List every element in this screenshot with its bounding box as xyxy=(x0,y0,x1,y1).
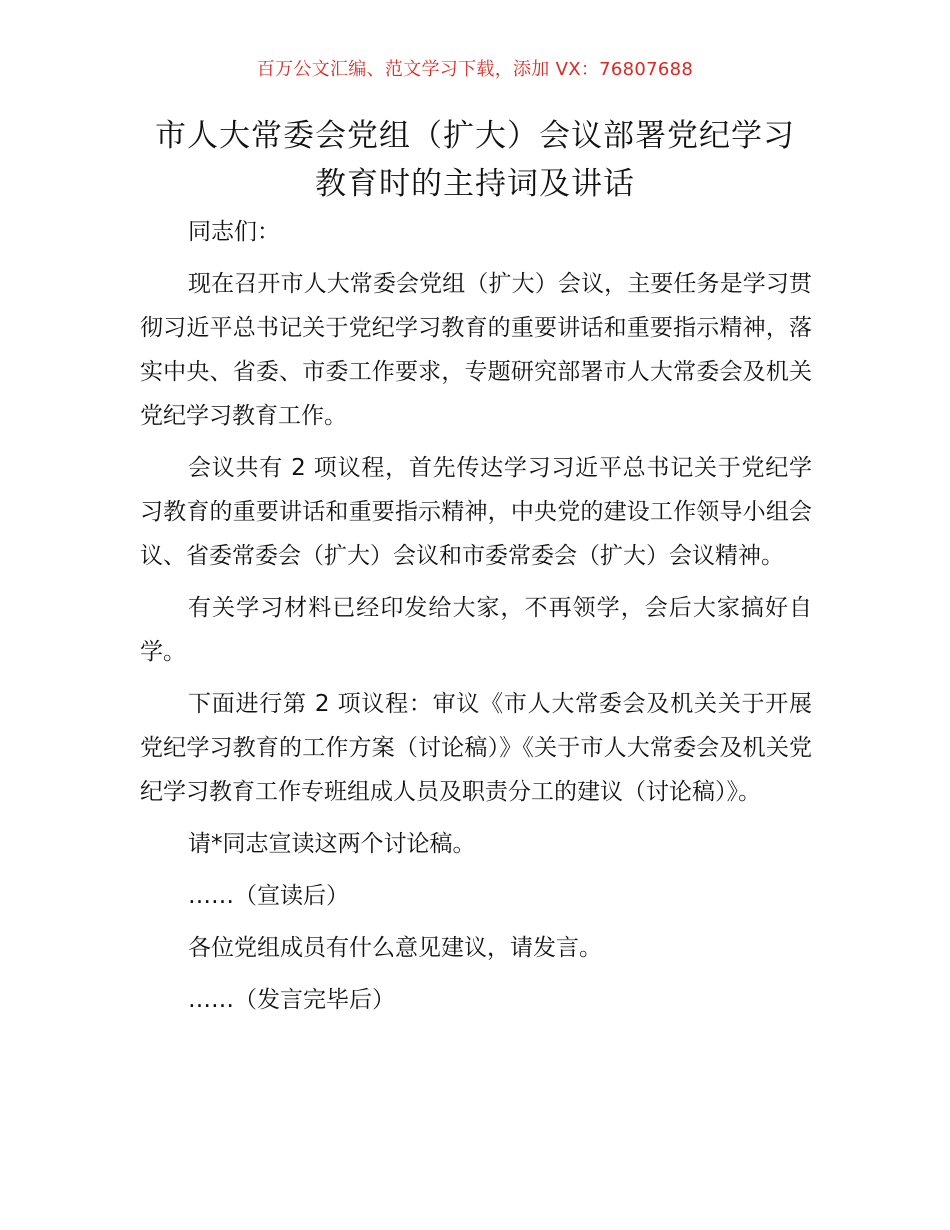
body-paragraph: 有关学习材料已经印发给大家，不再领学，会后大家搞好自学。 xyxy=(140,595,812,665)
document-title xyxy=(140,112,810,208)
document-title-line-1: 市人大常委会党组（扩大）会议部署党纪学习 xyxy=(155,118,795,154)
body-paragraph: ……（宣读后） xyxy=(188,883,349,909)
document-title-line-2: 教育时的主持词及讲话 xyxy=(315,166,635,202)
header-watermark-note: 百万公文汇编、范文学习下载，添加 VX：76807688 xyxy=(256,59,694,80)
body-paragraph: 会议共有 2 项议程，首先传达学习习近平总书记关于党纪学习教育的重要讲话和重要指示精神，中央党的建设工作领导小组会议、省委常委会（扩大）会议和市委常委会（扩大）会议精神。 xyxy=(140,455,812,569)
body-paragraph: 各位党组成员有什么意见建议，请发言。 xyxy=(188,935,602,961)
salutation-paragraph: 同志们： xyxy=(188,219,280,245)
body-paragraph: 下面进行第 2 项议程：审议《市人大常委会及机关关于开展党纪学习教育的工作方案（讨论稿）》《关于市人大常委会及机关党纪学习教育工作专班组成人员及职责分工的建议（讨论稿）》。 xyxy=(140,691,812,805)
body-paragraph: ……（发言完毕后） xyxy=(188,987,395,1013)
body-paragraph: 现在召开市人大常委会党组（扩大）会议，主要任务是学习贯彻习近平总书记关于党纪学习教育的重要讲话和重要指示精神，落实中央、省委、市委工作要求，专题研究部署市人大常委会及机关党纪学习教育工作。 xyxy=(140,271,812,429)
document-body xyxy=(140,210,812,1030)
body-paragraph: 请*同志宣读这两个讨论稿。 xyxy=(188,831,476,857)
